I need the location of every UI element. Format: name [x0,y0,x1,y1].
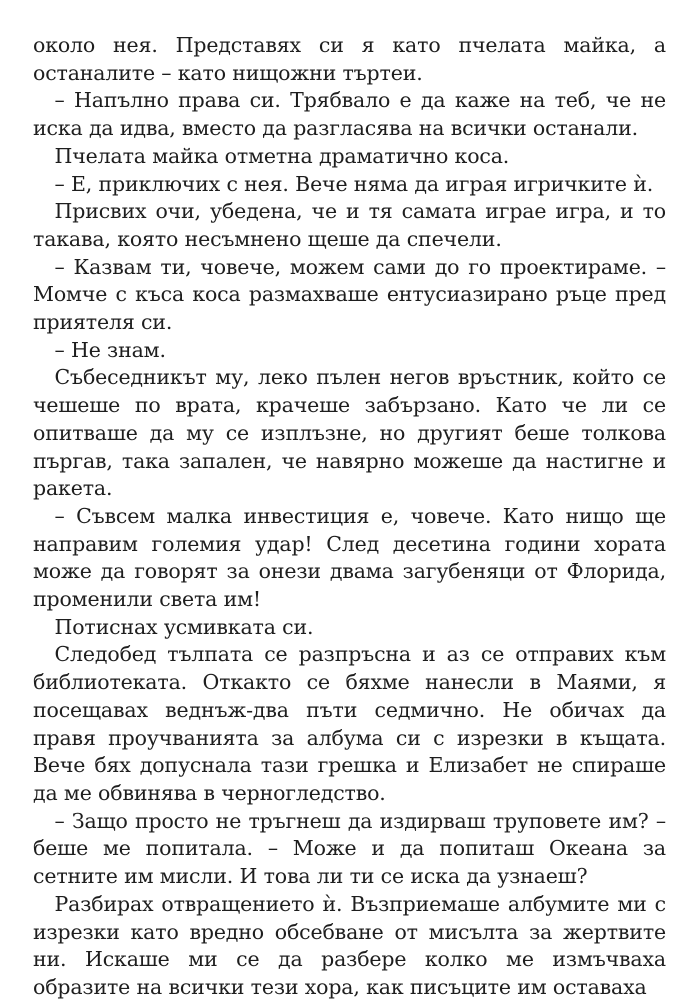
paragraph-12: – Защо просто не тръгнеш да издирваш труповете им? – беше ме попитала. – Може и да попиташ Океана за сетните им мисли. И това ли ти се иска да узнаеш? [33,808,666,889]
paragraph-7: – Не знам. [54,337,166,362]
paragraph-10: Потиснах усмивката си. [54,614,314,639]
paragraph-8: Събеседникът му, леко пълен негов връстник, който се чешеше по врата, крачеше забързано. Като че ли се опитваше да му се изплъзне, но другият беше толкова пъргав, така запален, че навярно можеше да настигне и ракета. [33,365,666,501]
paragraph-2: – Напълно права си. Трябвало е да каже на теб, че не иска да идва, вместо да разгласява на всички останали. [33,88,666,141]
paragraph-13: Разбирах отвращението ѝ. Възприемаше албумите ми с изрезки като вредно обсебване от мисълта за жертвите ни. Искаше ми се да разбере колко ме измъчваха образите на всички тези хора, как писъците им оставаха [33,891,666,999]
paragraph-9: – Съвсем малка инвестиция е, човече. Като нищо ще направим големия удар! След десетина години хората може да говорят за онези двама загубеняци от Флорида, променили света им! [33,503,666,612]
paragraph-4: – Е, приключих с нея. Вече няма да играя игричките ѝ. [54,171,654,196]
book-page [33,32,666,1002]
paragraph-5: Присвих очи, убедена, че и тя самата играе игра, и то такава, която несъмнено щеше да спечели. [33,199,666,251]
paragraph-3: Пчелата майка отметна драматично коса. [54,143,510,168]
paragraph-11: Следобед тълпата се разпръсна и аз се отправих към библиотеката. Откакто се бяхме нанесли в Маями, я посещавах веднъж-два пъти седмично. Не обичах да правя проучванията за албума си с изрезки в къщата. Вече бях допуснала тази грешка и Елизабет не спираше да ме обвинява в черногледство. [33,642,666,805]
paragraph-1: около нея. Представях си я като пчелата майка, а останалите – като нищожни търтеи. [33,33,666,85]
paragraph-6: – Казвам ти, човече, можем сами до го проектираме. – Момче с къса коса размахваше ентусиазирано ръце пред приятеля си. [33,254,666,335]
